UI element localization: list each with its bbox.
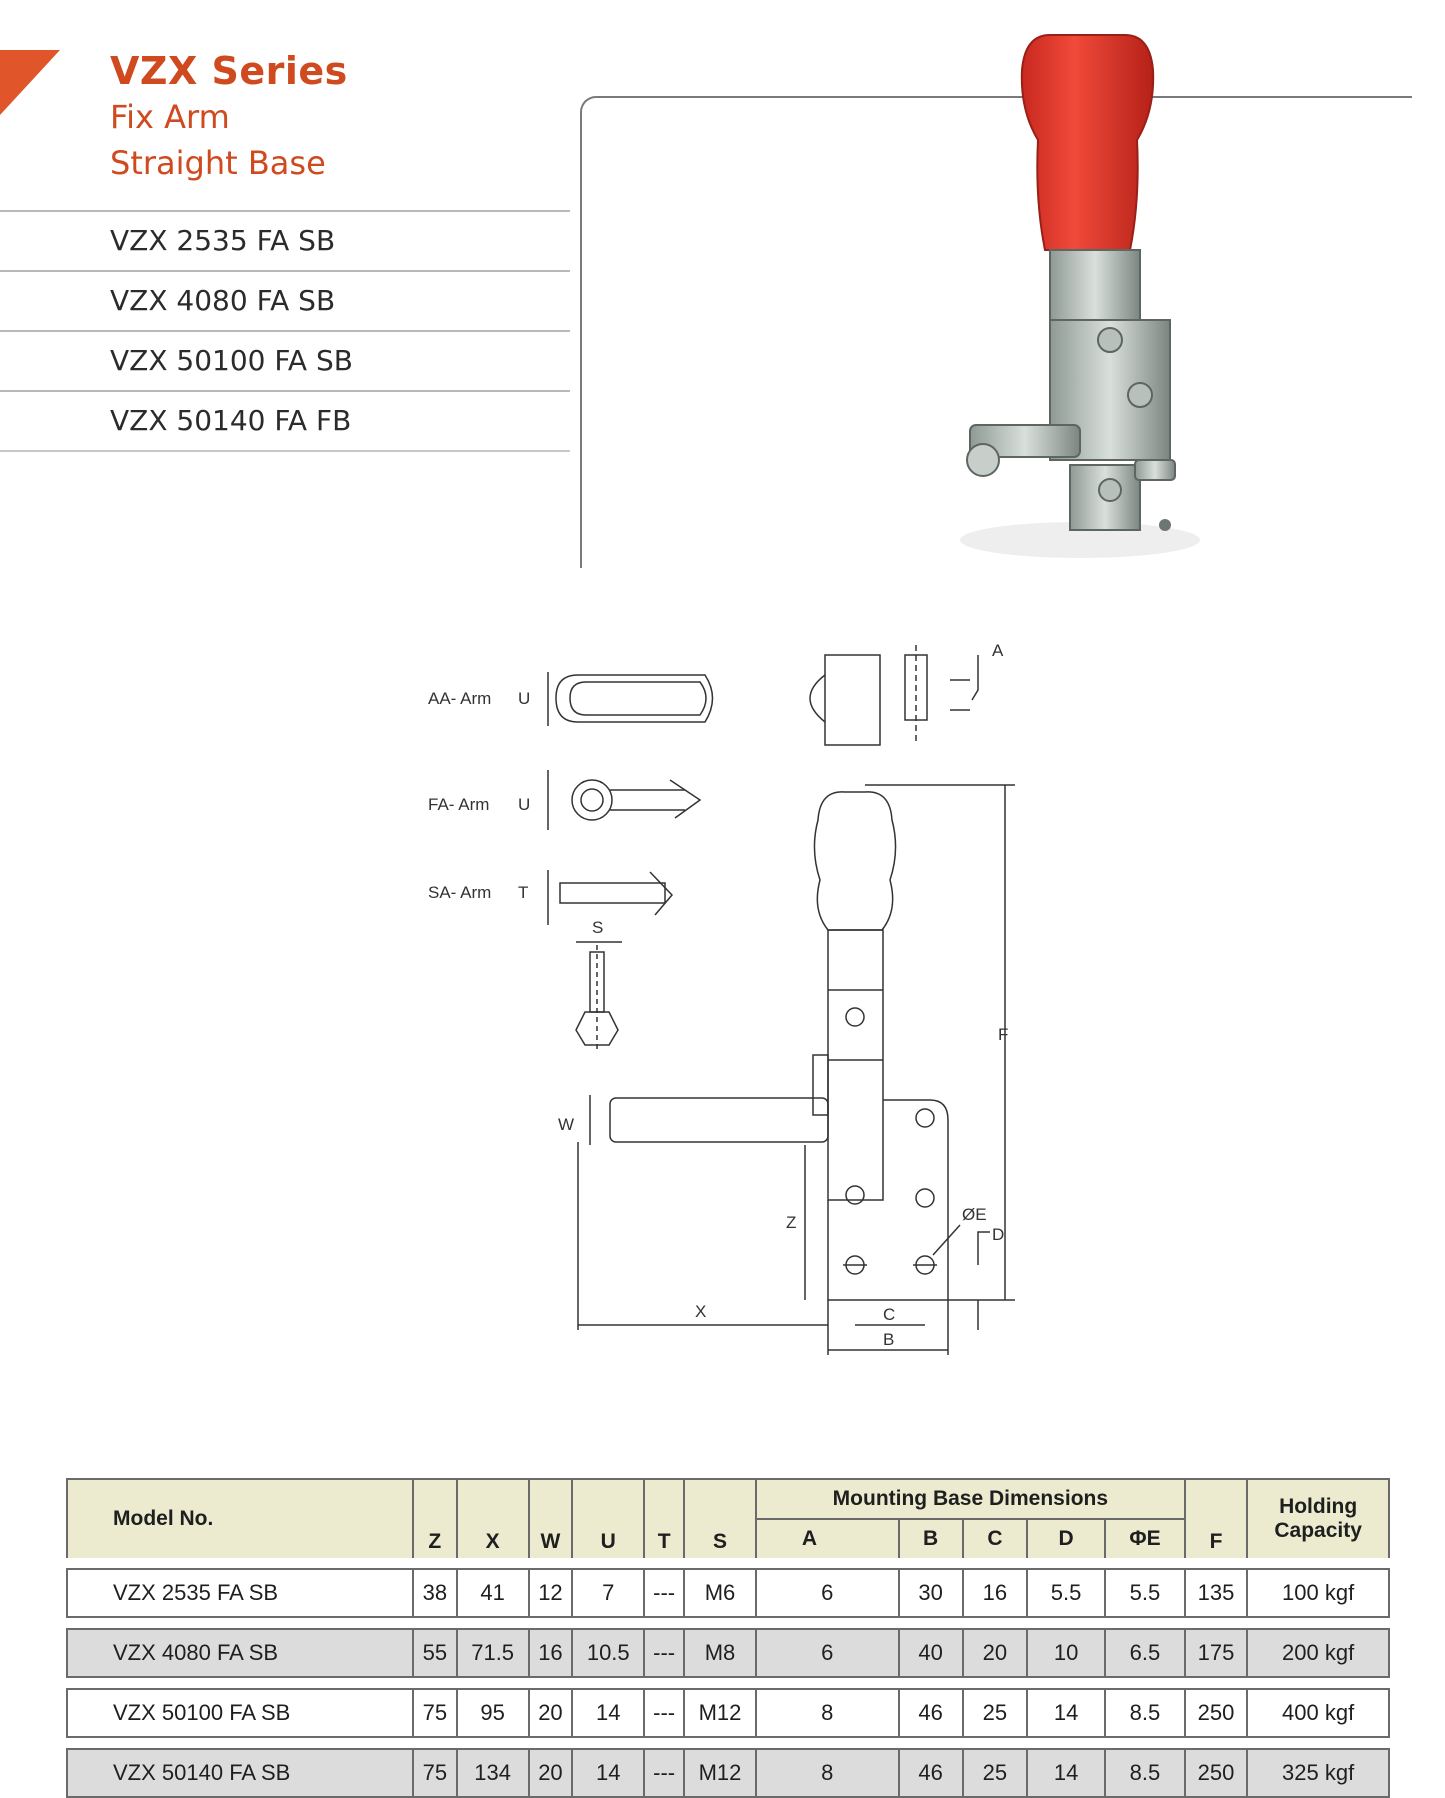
cell-z: 38 <box>412 1568 456 1618</box>
cell-z: 75 <box>412 1748 456 1798</box>
s-label: S <box>592 918 604 937</box>
mounting-base-header: Mounting Base Dimensions <box>755 1478 1184 1518</box>
cell-capacity: 325 kgf <box>1246 1748 1390 1798</box>
cell-e: 8.5 <box>1104 1748 1184 1798</box>
sa-arm-label: SA- Arm <box>428 883 492 902</box>
cell-s: M12 <box>683 1748 755 1798</box>
cell-w: 16 <box>528 1628 572 1678</box>
cell-capacity: 100 kgf <box>1246 1568 1390 1618</box>
cell-b: 46 <box>898 1688 962 1738</box>
col-capacity <box>1246 1478 1390 1558</box>
cell-e: 5.5 <box>1104 1568 1184 1618</box>
model-list-item: VZX 50100 FA SB <box>0 330 570 390</box>
cell-u: 14 <box>571 1748 643 1798</box>
f-label: F <box>998 1025 1009 1044</box>
col-model: Model No. <box>66 1478 412 1558</box>
cell-b: 40 <box>898 1628 962 1678</box>
col-u: U <box>571 1478 643 1558</box>
w-label: W <box>558 1115 575 1134</box>
col-w: W <box>528 1478 572 1558</box>
e-label: ØE <box>962 1205 987 1224</box>
cell-d: 5.5 <box>1026 1568 1104 1618</box>
model-list-item: VZX 2535 FA SB <box>0 210 570 270</box>
x-label: X <box>695 1302 707 1321</box>
cell-a: 6 <box>755 1628 898 1678</box>
col-t: T <box>643 1478 683 1558</box>
subtitle-arm: Fix Arm <box>110 98 230 136</box>
sa-t-label: T <box>518 883 529 902</box>
specification-table <box>66 1478 1390 1798</box>
z-label: Z <box>786 1213 797 1232</box>
cell-x: 95 <box>456 1688 528 1738</box>
col-f: F <box>1184 1478 1247 1558</box>
table-row <box>66 1688 1390 1738</box>
model-list <box>0 210 570 452</box>
cell-model: VZX 4080 FA SB <box>66 1628 412 1678</box>
cell-s: M6 <box>683 1568 755 1618</box>
cell-a: 8 <box>755 1748 898 1798</box>
cell-u: 10.5 <box>571 1628 643 1678</box>
cell-capacity: 400 kgf <box>1246 1688 1390 1738</box>
cell-x: 71.5 <box>456 1628 528 1678</box>
cell-z: 75 <box>412 1688 456 1738</box>
c-label: C <box>883 1305 896 1324</box>
cell-s: M12 <box>683 1688 755 1738</box>
cell-s: M8 <box>683 1628 755 1678</box>
col-e: ΦE <box>1104 1518 1184 1558</box>
fa-u-label: U <box>518 795 531 814</box>
cell-t: --- <box>643 1688 683 1738</box>
col-d: D <box>1026 1518 1104 1558</box>
cell-x: 41 <box>456 1568 528 1618</box>
cell-a: 6 <box>755 1568 898 1618</box>
model-list-item: VZX 4080 FA SB <box>0 270 570 330</box>
cell-f: 175 <box>1184 1628 1247 1678</box>
aa-u-label: U <box>518 689 531 708</box>
b-label: B <box>883 1330 895 1349</box>
title-block <box>110 48 348 186</box>
cell-model: VZX 2535 FA SB <box>66 1568 412 1618</box>
capacity-label-1: Holding <box>1279 1495 1358 1518</box>
col-s: S <box>683 1478 755 1558</box>
col-b: B <box>898 1518 962 1558</box>
cell-t: --- <box>643 1568 683 1618</box>
cell-d: 14 <box>1026 1748 1104 1798</box>
cell-e: 8.5 <box>1104 1688 1184 1738</box>
cell-u: 14 <box>571 1688 643 1738</box>
aa-arm-label: AA- Arm <box>428 689 492 708</box>
cell-b: 30 <box>898 1568 962 1618</box>
cell-u: 7 <box>571 1568 643 1618</box>
table-row <box>66 1748 1390 1798</box>
cell-x: 134 <box>456 1748 528 1798</box>
cell-f: 250 <box>1184 1688 1247 1738</box>
col-x: X <box>456 1478 528 1558</box>
series-title: VZX Series <box>110 49 348 93</box>
cell-capacity: 200 kgf <box>1246 1628 1390 1678</box>
cell-w: 20 <box>528 1688 572 1738</box>
product-photo <box>950 20 1230 580</box>
cell-f: 135 <box>1184 1568 1247 1618</box>
col-c: C <box>962 1518 1026 1558</box>
cell-d: 10 <box>1026 1628 1104 1678</box>
corner-accent-mark <box>0 50 60 120</box>
cell-c: 20 <box>962 1628 1026 1678</box>
cell-c: 16 <box>962 1568 1026 1618</box>
cell-model: VZX 50100 FA SB <box>66 1688 412 1738</box>
subtitle-base: Straight Base <box>110 144 326 182</box>
table-header-row <box>66 1478 1390 1518</box>
col-z: Z <box>412 1478 456 1558</box>
cell-z: 55 <box>412 1628 456 1678</box>
cell-c: 25 <box>962 1688 1026 1738</box>
technical-drawing <box>400 640 1040 1370</box>
cell-t: --- <box>643 1748 683 1798</box>
col-a: A <box>755 1518 898 1558</box>
table-row <box>66 1568 1390 1618</box>
cell-b: 46 <box>898 1748 962 1798</box>
model-list-item: VZX 50140 FA FB <box>0 390 570 452</box>
cell-model: VZX 50140 FA SB <box>66 1748 412 1798</box>
capacity-label-2: Capacity <box>1274 1519 1362 1542</box>
cell-a: 8 <box>755 1688 898 1738</box>
cell-w: 12 <box>528 1568 572 1618</box>
d-label: D <box>992 1225 1005 1244</box>
cell-w: 20 <box>528 1748 572 1798</box>
table-row <box>66 1628 1390 1678</box>
cell-c: 25 <box>962 1748 1026 1798</box>
cell-f: 250 <box>1184 1748 1247 1798</box>
fa-arm-label: FA- Arm <box>428 795 490 814</box>
cell-e: 6.5 <box>1104 1628 1184 1678</box>
cell-d: 14 <box>1026 1688 1104 1738</box>
a-label: A <box>992 641 1004 660</box>
cell-t: --- <box>643 1628 683 1678</box>
